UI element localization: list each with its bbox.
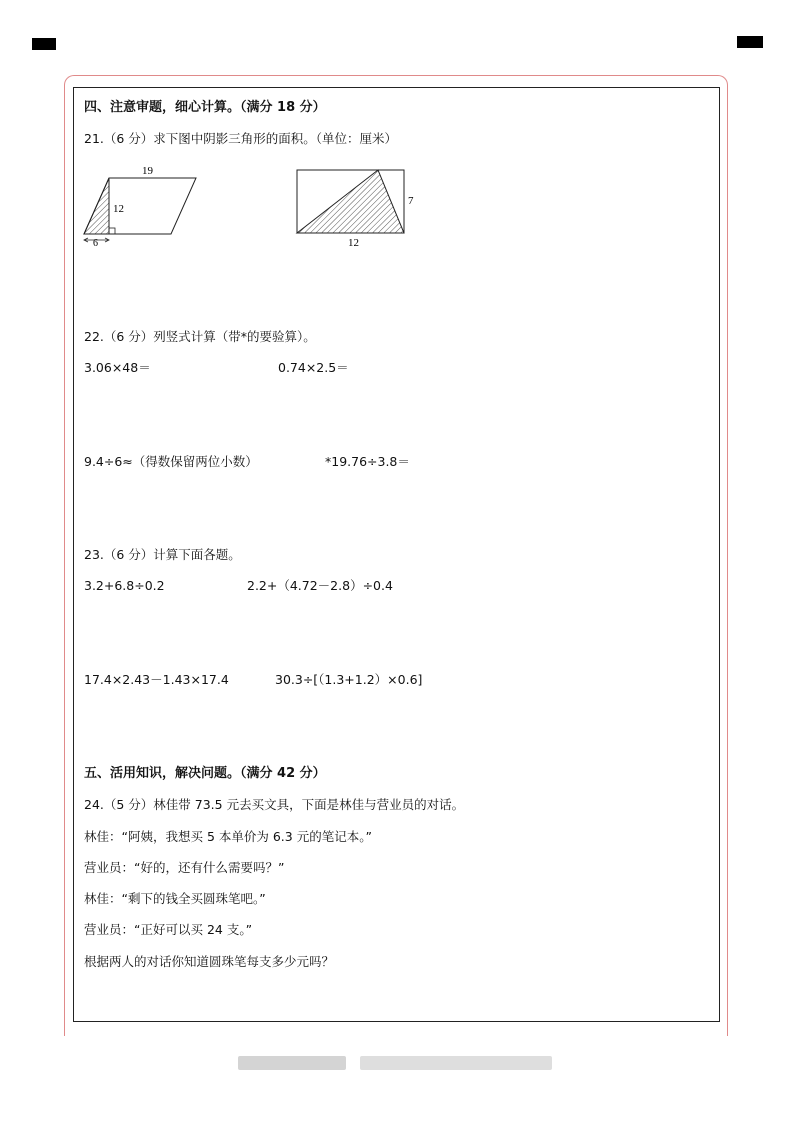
registration-mark-left (32, 38, 56, 50)
fig2-side-label: 7 (408, 195, 414, 207)
question-21: 21.（6 分）求下图中阴影三角形的面积。（单位：厘米） (84, 131, 398, 146)
fig1-base-label: 6 (93, 238, 98, 249)
dialog-line-1: 林佳：“阿姨，我想买 5 本单价为 6.3 元的笔记本。” (84, 829, 372, 844)
registration-mark-right (737, 36, 763, 48)
dialog-line-4: 营业员：“正好可以买 24 支。” (84, 922, 253, 937)
q22-item-1: 3.06×48＝ (84, 360, 151, 375)
q23-item-3: 17.4×2.43－1.43×17.4 (84, 672, 229, 687)
parallelogram-figure (78, 160, 208, 250)
section5-title: 五、活用知识，解决问题。（满分 42 分） (84, 766, 326, 781)
blurred-watermark-2 (360, 1056, 552, 1070)
q22-item-3: 9.4÷6≈（得数保留两位小数） (84, 454, 258, 469)
blurred-watermark (238, 1056, 346, 1070)
q23-item-2: 2.2+（4.72－2.8）÷0.4 (247, 578, 393, 593)
question-23: 23.（6 分）计算下面各题。 (84, 547, 241, 562)
q22-item-2: 0.74×2.5＝ (278, 360, 349, 375)
dialog-line-3: 林佳：“剩下的钱全买圆珠笔吧。” (84, 891, 266, 906)
section4-title: 四、注意审题，细心计算。（满分 18 分） (84, 100, 326, 115)
question-22: 22.（6 分）列竖式计算（带*的要验算）。 (84, 329, 316, 344)
fig1-top-label: 19 (142, 165, 153, 177)
rectangle-figure (292, 166, 427, 251)
q23-item-1: 3.2+6.8÷0.2 (84, 578, 165, 593)
question-24: 24.（5 分）林佳带 73.5 元去买文具，下面是林佳与营业员的对话。 (84, 797, 465, 812)
q22-item-4: *19.76÷3.8＝ (325, 454, 410, 469)
fig1-height-label: 12 (113, 203, 124, 215)
q24-question: 根据两人的对话你知道圆珠笔每支多少元吗？ (84, 954, 335, 969)
dialog-line-2: 营业员：“好的，还有什么需要吗？” (84, 860, 285, 875)
q23-item-4: 30.3÷[（1.3+1.2）×0.6] (275, 672, 423, 687)
fig2-bottom-label: 12 (348, 237, 359, 249)
